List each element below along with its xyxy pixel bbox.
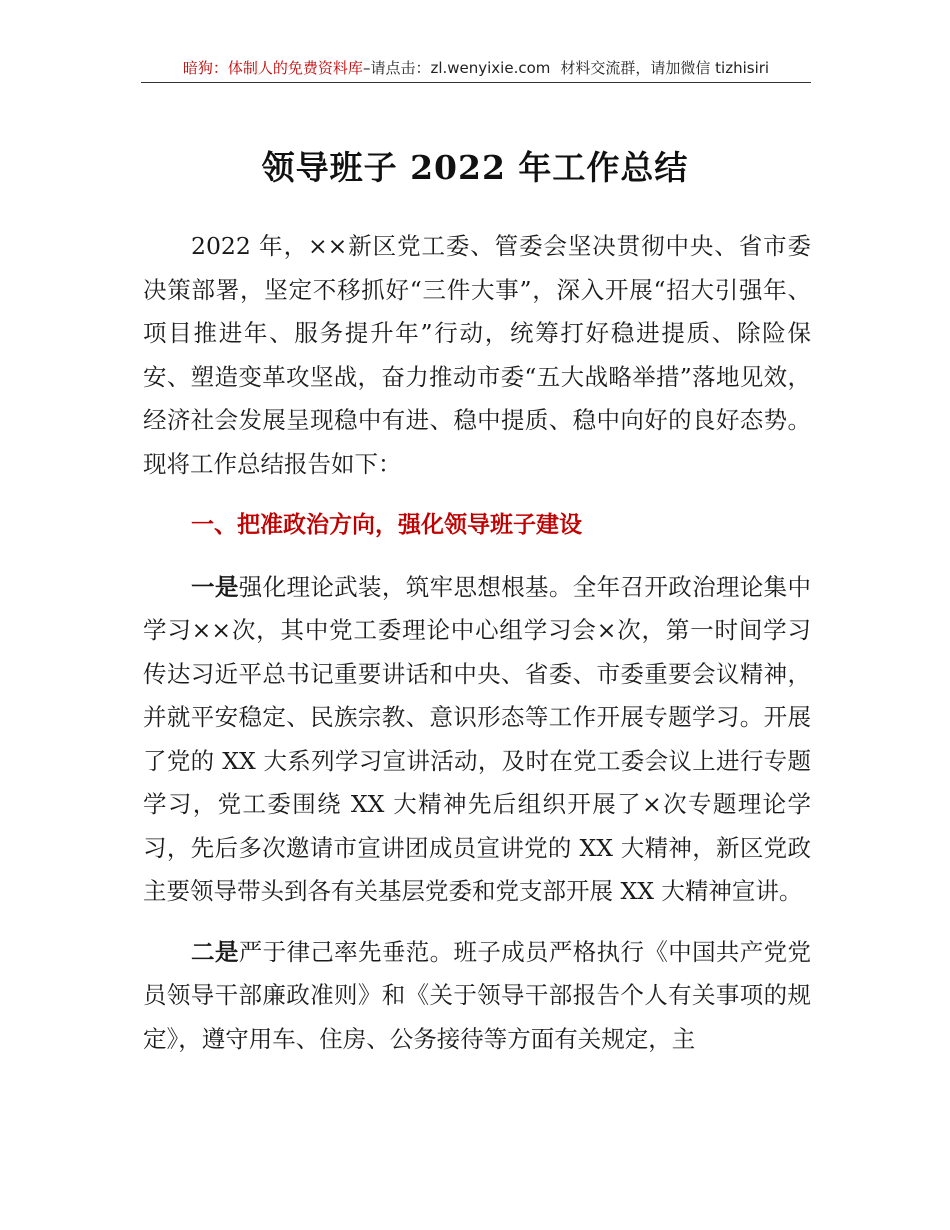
item-1-text: 强化理论武装，筑牢思想根基。全年召开政治理论集中学习××次，其中党工委理论中心组学习会×次，第一时间学习传达习近平总书记重要讲话和中央、省委、市委重要会议精神，并就平安稳定、民族宗教、意识形态等工作开展专题学习。开展了党的 XX 大系列学习宣讲活动，及时在党工委会议上进行专题学习，党工委围绕 XX 大精神先后组织开展了×次专题理论学习，先后多次邀请市宣讲团成员宣讲党的 XX 大精神，新区党政主要领导带头到各有关基层党委和党支部开展 XX 大精神宣讲。: [143, 572, 812, 905]
item-1-lead: 一是: [191, 572, 239, 601]
header-promo: 暗狗：体制人的免费资料库: [182, 59, 363, 77]
item-2-lead: 二是: [191, 937, 239, 966]
page-header: [141, 56, 811, 83]
intro-paragraph: 2022 年，××新区党工委、管委会坚决贯彻中央、省市委决策部署，坚定不移抓好“三件大事”，深入开展“招大引强年、项目推进年、服务提升年”行动，统筹打好稳进提质、除险保安、塑造变革攻坚战，奋力推动市委“五大战略举措”落地见效，经济社会发展呈现稳中有进、稳中提质、稳中向好的良好态势。现将工作总结报告如下：: [143, 232, 811, 478]
header-wechat-note: 材料交流群，请加微信 tizhisiri: [560, 59, 770, 77]
item-2-text: 严于律己率先垂范。班子成员严格执行《中国共产党党员领导干部廉政准则》和《关于领导干部报告个人有关事项的规定》，遵守用车、住房、公务接待等方面有关规定，主: [143, 937, 812, 1053]
header-site-link[interactable]: zl.wenyixie.com: [430, 59, 551, 77]
item-paragraph-1: [143, 566, 811, 914]
header-click-prefix: –请点击：: [362, 59, 431, 77]
item-paragraph-2: [143, 931, 811, 1062]
document-body: [143, 225, 811, 1061]
section-heading-1: 一、把准政治方向，强化领导班子建设: [191, 512, 582, 538]
document-title: 领导班子 2022 年工作总结: [261, 148, 689, 187]
